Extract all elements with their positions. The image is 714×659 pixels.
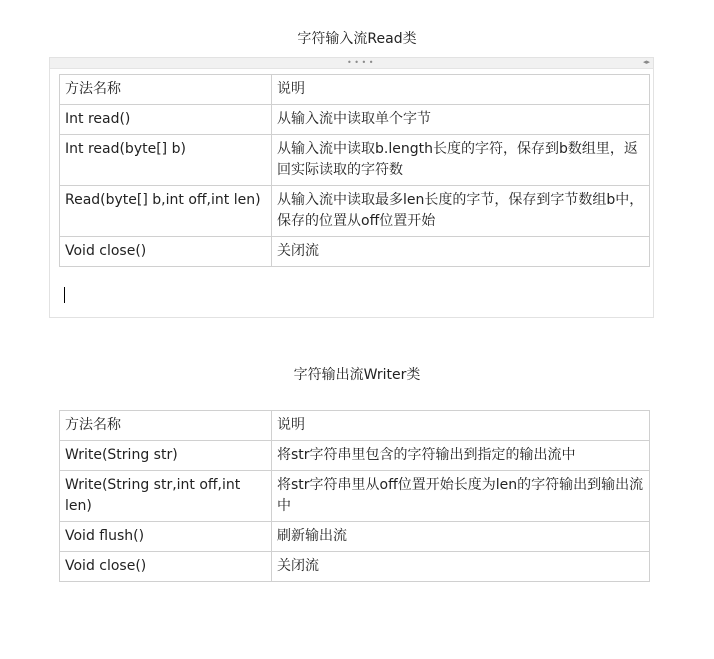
method-name: Write(String str) — [60, 441, 272, 471]
header-description: 说明 — [272, 411, 650, 441]
method-name: Int read(byte[] b) — [60, 135, 272, 186]
table-header-row — [60, 75, 650, 105]
method-description: 从输入流中读取最多len长度的字节，保存到字节数组b中，保存的位置从off位置开始 — [272, 186, 650, 237]
method-description: 从输入流中读取单个字节 — [272, 105, 650, 135]
scroll-arrows-icon[interactable]: ◂▸ — [642, 58, 650, 66]
method-name: Void close() — [60, 552, 272, 582]
table-row — [60, 522, 650, 552]
table-row — [60, 441, 650, 471]
header-method-name: 方法名称 — [60, 75, 272, 105]
text-caret — [64, 287, 65, 303]
writer-methods-table — [59, 410, 650, 582]
table-row — [60, 471, 650, 522]
table-row — [60, 237, 650, 267]
method-description: 关闭流 — [272, 552, 650, 582]
method-description: 关闭流 — [272, 237, 650, 267]
table-row — [60, 552, 650, 582]
reader-title: 字符输入流Read类 — [297, 31, 417, 47]
table-header-row — [60, 411, 650, 441]
writer-title: 字符输出流Writer类 — [293, 367, 421, 383]
table-row — [60, 186, 650, 237]
reader-methods-table — [59, 74, 650, 267]
table-row — [60, 105, 650, 135]
method-name: Read(byte[] b,int off,int len) — [60, 186, 272, 237]
method-description: 将str字符串里包含的字符输出到指定的输出流中 — [272, 441, 650, 471]
method-name: Write(String str,int off,int len) — [60, 471, 272, 522]
method-name: Void flush() — [60, 522, 272, 552]
header-method-name: 方法名称 — [60, 411, 272, 441]
method-description: 将str字符串里从off位置开始长度为len的字符输出到输出流中 — [272, 471, 650, 522]
method-description: 从输入流中读取b.length长度的字符，保存到b数组里，返回实际读取的字符数 — [272, 135, 650, 186]
method-name: Void close() — [60, 237, 272, 267]
method-name: Int read() — [60, 105, 272, 135]
table-row — [60, 135, 650, 186]
frame-toolbar[interactable] — [50, 58, 653, 69]
method-description: 刷新输出流 — [272, 522, 650, 552]
resize-grip-icon[interactable]: • • • • — [347, 58, 374, 67]
header-description: 说明 — [272, 75, 650, 105]
